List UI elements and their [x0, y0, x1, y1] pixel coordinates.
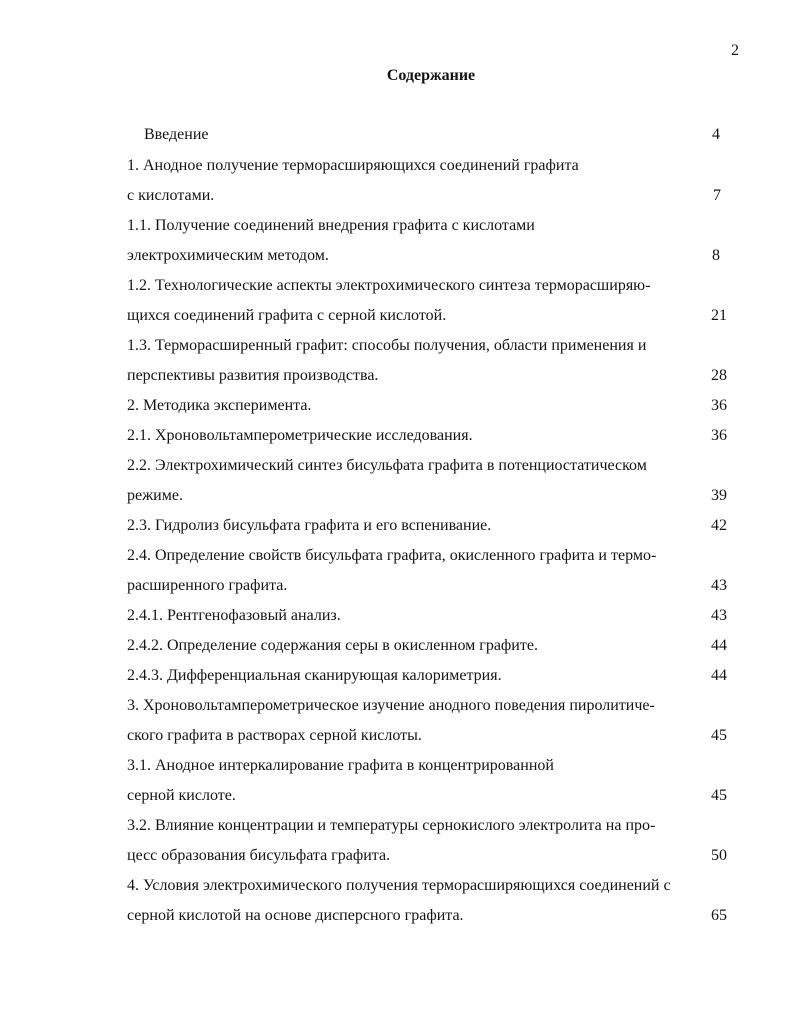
toc-entry-page: 65: [711, 907, 727, 924]
toc-entry-page: 36: [711, 397, 727, 414]
toc-entry-line: 1. Анодное получение терморасширяющихся соединений графита: [127, 157, 579, 174]
toc-entry-page: 4: [712, 126, 720, 143]
toc-entry-line: 2.3. Гидролиз бисульфата графита и его вспенивание.: [127, 517, 492, 534]
toc-entry-line: 2.4.1. Рентгенофазовый анализ.: [127, 607, 341, 624]
toc-entry-line: 3.2. Влияние концентрации и температуры сернокислого электролита на про-: [127, 817, 656, 834]
toc-entry-page: 7: [713, 187, 721, 204]
toc-entry-page: 39: [711, 487, 727, 504]
toc-entry-page: 44: [711, 667, 727, 684]
toc-entry-line: цесс образования бисульфата графита.: [127, 847, 391, 864]
toc-title: Содержание: [386, 67, 476, 84]
toc-entry-line: 2.1. Хроновольтамперометрические исследования.: [127, 427, 473, 444]
toc-entry-line: с кислотами.: [127, 187, 215, 204]
toc-entry-page: 50: [711, 847, 727, 864]
toc-entry-page: 21: [711, 307, 727, 324]
toc-entry-line: 1.1. Получение соединений внедрения графита с кислотами: [127, 217, 535, 234]
toc-entry-line: 3.1. Анодное интеркалирование графита в концентрированной: [127, 757, 554, 774]
toc-entry-page: 28: [711, 367, 727, 384]
toc-entry-line: 2.4.3. Дифференциальная сканирующая калориметрия.: [127, 667, 502, 684]
toc-entry-line: 3. Хроновольтамперометрическое изучение анодного поведения пиролитиче-: [127, 697, 655, 714]
toc-entry-line: 2. Методика эксперимента.: [127, 397, 312, 414]
page-number: 2: [731, 42, 739, 59]
toc-entry-line: серной кислотой на основе дисперсного графита.: [127, 907, 464, 924]
toc-entry-page: 44: [711, 637, 727, 654]
toc-entry-line: 1.3. Терморасширенный графит: способы получения, области применения и: [127, 337, 647, 354]
toc-entry-line: 2.4. Определение свойств бисульфата графита, окисленного графита и термо-: [127, 547, 657, 564]
toc-entry-line: серной кислоте.: [127, 787, 236, 804]
toc-entry-page: 43: [711, 577, 727, 594]
toc-entry-page: 8: [712, 247, 720, 264]
toc-entry-line: расширенного графита.: [127, 577, 288, 594]
toc-entry-page: 36: [711, 427, 727, 444]
toc-entry-line: щихся соединений графита с серной кислотой.: [127, 307, 447, 324]
toc-entry-page: 45: [711, 727, 727, 744]
toc-entry-page: 43: [711, 607, 727, 624]
toc-entry-line: перспективы развития производства.: [127, 367, 379, 384]
toc-entry-line: электрохимическим методом.: [127, 247, 329, 264]
toc-entry-page: 42: [711, 517, 727, 534]
toc-entry-line: 2.2. Электрохимический синтез бисульфата графита в потенциостатическом: [127, 457, 647, 474]
toc-entry-page: 45: [711, 787, 727, 804]
toc-entry-line: Введение: [144, 126, 209, 143]
toc-entry-line: режиме.: [127, 487, 183, 504]
toc-entry-line: 4. Условия электрохимического получения терморасширяющихся соединений с: [127, 877, 671, 894]
toc-entry-line: 1.2. Технологические аспекты электрохимического синтеза терморасширяю-: [127, 277, 651, 294]
toc-entry-line: 2.4.2. Определение содержания серы в окисленном графите.: [127, 637, 538, 654]
toc-entry-line: ского графита в растворах серной кислоты.: [127, 727, 422, 744]
